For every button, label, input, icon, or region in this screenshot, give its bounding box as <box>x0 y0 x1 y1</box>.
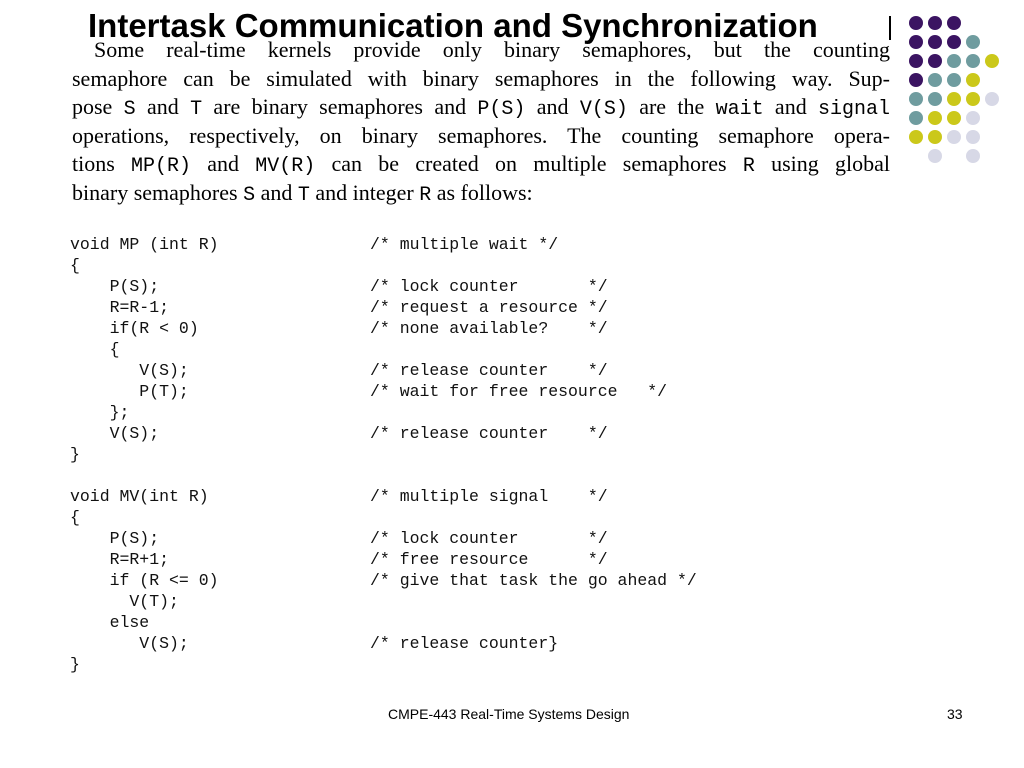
decorative-dot <box>947 35 961 49</box>
code-statement: P(T); <box>70 382 189 401</box>
paragraph-line: Some real-time kernels provide only binary semaphores, but the counting <box>94 37 890 62</box>
code-statement: } <box>70 655 80 674</box>
text-run: using global <box>754 151 890 177</box>
decorative-dot <box>947 92 961 106</box>
decorative-dot <box>909 73 923 87</box>
code-comment: /* give that task the go ahead */ <box>370 571 697 590</box>
code-term: T <box>297 183 310 207</box>
code-term: P(S) <box>477 98 526 122</box>
code-term: V(S) <box>579 98 628 122</box>
text-run: are the <box>627 94 716 120</box>
decorative-dot <box>909 92 923 106</box>
page-number: 33 <box>947 706 963 722</box>
code-term: R <box>742 155 755 179</box>
code-statement: void MV(int R) <box>70 487 209 506</box>
decorative-dot-grid <box>905 12 1005 172</box>
code-statement: V(S); <box>70 361 189 380</box>
text-run: binary semaphores <box>72 179 244 205</box>
decorative-dot <box>966 73 980 87</box>
decorative-dot <box>947 16 961 30</box>
decorative-dot <box>947 111 961 125</box>
footer-course-title: CMPE-443 Real-Time Systems Design <box>388 706 630 722</box>
code-statement: { <box>70 256 80 275</box>
code-comment: /* wait for free resource */ <box>370 382 668 401</box>
code-statement: if (R <= 0) <box>70 571 219 590</box>
code-statement: } <box>70 445 80 464</box>
code-term: T <box>190 98 203 122</box>
code-statement: P(S); <box>70 529 160 548</box>
code-comment: /* lock counter */ <box>370 277 608 296</box>
text-run: as follows: <box>431 179 533 205</box>
text-run: can be created on multiple semaphores <box>315 151 743 177</box>
decorative-dot <box>947 130 961 144</box>
code-comment: /* multiple wait */ <box>370 235 559 254</box>
code-statement: else <box>70 613 150 632</box>
text-run: and integer <box>309 179 420 205</box>
decorative-dot <box>909 111 923 125</box>
decorative-dot <box>985 92 999 106</box>
code-comment: /* release counter */ <box>370 424 608 443</box>
paragraph-line <box>72 179 890 208</box>
code-comment: /* release counter */ <box>370 361 608 380</box>
decorative-dot <box>928 149 942 163</box>
decorative-dot <box>966 54 980 68</box>
code-term: signal <box>818 98 891 122</box>
decorative-dot <box>985 54 999 68</box>
decorative-dot <box>966 149 980 163</box>
code-statement: R=R+1; <box>70 550 170 569</box>
paragraph-line: semaphore can be simulated with binary semaphores in the following way. Sup- <box>72 65 890 91</box>
code-term: R <box>419 183 432 207</box>
code-statement: { <box>70 340 120 359</box>
code-statement: V(S); <box>70 634 189 653</box>
code-comment: /* multiple signal */ <box>370 487 608 506</box>
paragraph-line <box>72 150 890 179</box>
body-paragraph <box>72 36 890 208</box>
decorative-dot <box>966 111 980 125</box>
code-term: MV(R) <box>255 155 316 179</box>
text-run: and <box>525 94 580 120</box>
decorative-dot <box>909 35 923 49</box>
decorative-dot <box>928 130 942 144</box>
decorative-dot <box>966 92 980 106</box>
decorative-dot <box>947 73 961 87</box>
decorative-dot <box>909 54 923 68</box>
paragraph-line <box>72 93 890 122</box>
decorative-dot <box>928 111 942 125</box>
decorative-dot <box>966 130 980 144</box>
text-run: tions <box>72 151 132 177</box>
decorative-dot <box>928 54 942 68</box>
decorative-dot <box>928 35 942 49</box>
paragraph-line: operations, respectively, on binary semaphores. The counting semaphore opera- <box>72 122 890 148</box>
decorative-dot <box>966 35 980 49</box>
slide-title: Intertask Communication and Synchronization <box>88 7 818 44</box>
code-term: S <box>243 183 256 207</box>
code-comment: /* free resource */ <box>370 550 608 569</box>
decorative-dot <box>947 54 961 68</box>
text-run: are binary semaphores and <box>202 94 478 120</box>
decorative-dot <box>909 130 923 144</box>
text-run: and <box>255 179 298 205</box>
decorative-dot <box>928 92 942 106</box>
decorative-dot <box>928 73 942 87</box>
code-term: S <box>123 98 136 122</box>
code-statement: }; <box>70 403 130 422</box>
code-statement: V(S); <box>70 424 160 443</box>
code-comment: /* release counter} <box>370 634 559 653</box>
code-statement: R=R-1; <box>70 298 170 317</box>
text-run: and <box>191 151 256 177</box>
code-statement: if(R < 0) <box>70 319 199 338</box>
text-run: and <box>135 94 191 120</box>
code-term: MP(R) <box>131 155 192 179</box>
decorative-dot <box>909 16 923 30</box>
text-run: and <box>763 94 819 120</box>
code-statement: V(T); <box>70 592 179 611</box>
decorative-dot <box>928 16 942 30</box>
code-comment: /* lock counter */ <box>370 529 608 548</box>
code-term: wait <box>715 98 764 122</box>
code-statement: { <box>70 508 80 527</box>
code-statement: P(S); <box>70 277 160 296</box>
code-comment: /* request a resource */ <box>370 298 608 317</box>
code-comment: /* none available? */ <box>370 319 608 338</box>
code-statement: void MP (int R) <box>70 235 219 254</box>
text-run: pose <box>72 94 124 120</box>
